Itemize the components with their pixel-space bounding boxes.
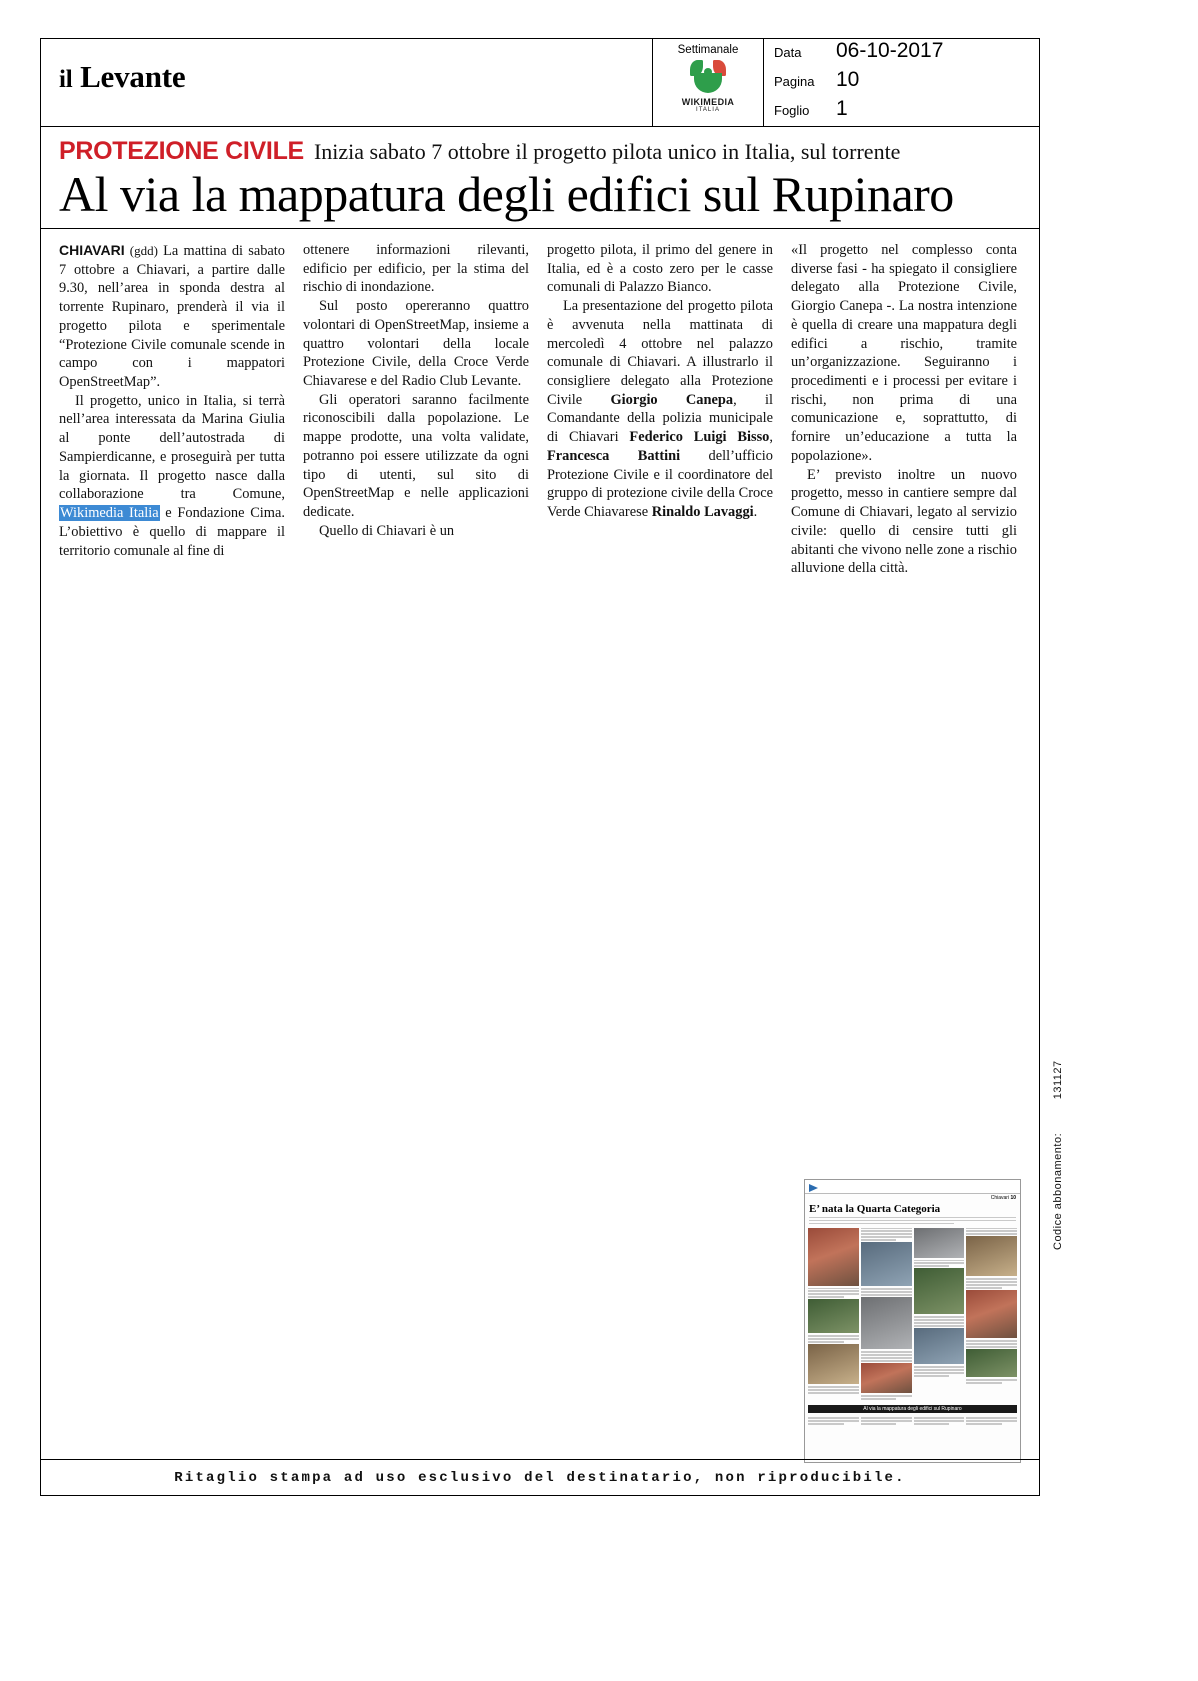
person-name: Rinaldo Lavaggi: [651, 504, 754, 521]
wikimedia-logo-name: WIKIMEDIA: [681, 97, 735, 107]
paragraph-text-5: .: [753, 504, 758, 521]
wikimedia-logo-text: [653, 98, 763, 114]
publication-brand: [59, 59, 185, 95]
meta-value-pagina: 10: [836, 68, 860, 91]
paragraph: ottenere informazioni rilevanti, edificio per edificio, per la stima del rischio di inondazione.: [303, 242, 529, 296]
paragraph: Quello di Chiavari è un: [319, 522, 455, 539]
thumbnail-column: [914, 1228, 965, 1402]
meta-row-pagina: [764, 68, 1039, 97]
paragraph: Sul posto opereranno quattro volontari di OpenStreetMap, insieme a quattro volontari della locale Protezione Civile, della Croce Verde Chiavarese e del Radio Club Levante.: [303, 298, 529, 390]
meta-label-foglio: Foglio: [774, 103, 810, 118]
thumbnail-page-label: Chiavari: [990, 1195, 1010, 1201]
paragraph-text: La presentazione del progetto pilota è avvenuta nella mattinata di mercoledì 4 ottobre nel palazzo comunale di Chiavari. A illustrarlo il consigliere delegato alla Protezione Civile: [547, 298, 773, 408]
article-kicker: PROTEZIONE CIVILE: [59, 137, 304, 165]
thumbnail-column: [808, 1228, 859, 1402]
thumbnail-grid-bottom: [805, 1415, 1020, 1428]
highlighted-term: Wikimedia Italia: [60, 505, 159, 522]
article-column-1: [59, 241, 285, 578]
person-name: Federico Luigi Bisso: [629, 429, 770, 446]
clipping-page: [40, 38, 1040, 1496]
metadata-box: [763, 39, 1039, 126]
kicker-line: [59, 137, 1021, 166]
paragraph-text-4: dell’ufficio Protezione Civile e il coordinatore del gruppo di protezione civile della Croce Verde Chiavarese: [547, 447, 773, 521]
article-column-2: [303, 241, 529, 578]
periodicity-label: Settimanale: [677, 44, 739, 56]
paragraph: E’ previsto inoltre un nuovo progetto, messo in cantiere sempre dal Comune di Chiavari, legato al servizio civile: quello di censire tutti gli abitanti che vivono nelle zone a rischio alluvione della città.: [791, 466, 1017, 577]
person-name: Francesca Battini: [547, 447, 681, 464]
thumbnail-column: [861, 1228, 912, 1402]
article-body: [41, 229, 1039, 578]
article-headline: Al via la mappatura degli edifici sul Rupinaro: [59, 166, 954, 222]
paragraph: [59, 241, 285, 392]
meta-row-data: [764, 39, 1039, 68]
article-header: [41, 127, 1039, 220]
subscription-code-value: 131127: [1052, 1060, 1064, 1100]
paragraph-text: La mattina di sabato 7 ottobre a Chiavari, a partire dalle 9.30, nell’area in sponda destra al torrente Rupinaro, prenderà il via il progetto pilota e sperimentale “Protezione Civile comunale scende in campo con i mappatori OpenStreetMap”.: [59, 243, 285, 391]
masthead: [41, 39, 1039, 127]
dateline: CHIAVARI: [59, 242, 125, 258]
thumbnail-headline: E’ nata la Quarta Categoria: [809, 1203, 941, 1215]
wikimedia-italia-logo-icon: [685, 58, 731, 98]
article-subhead: Inizia sabato 7 ottobre il progetto pilota unico in Italia, sul torrente: [313, 139, 901, 164]
wikimedia-logo-sub: ITALIA: [696, 107, 720, 114]
thumbnail-grid: [805, 1226, 1020, 1404]
brand-name: Levante: [80, 59, 186, 94]
paragraph-text: Il progetto, unico in Italia, si terrà nell’area interessata da Marina Giulia al ponte dell’autostrada di Sampierdicanne, e proseguirà per tutta la giornata. Il progetto nasce dalla collaborazione tra Comune,: [59, 392, 285, 503]
thumbnail-page-number: 10: [1010, 1195, 1016, 1201]
meta-label-pagina: Pagina: [774, 74, 815, 89]
paragraph: progetto pilota, il primo del genere in Italia, ed è a costo zero per le casse comunali di Palazzo Bianco.: [547, 242, 773, 296]
thumbnail-subtext: [805, 1217, 1020, 1224]
paragraph-text-after: e Fondazione Cima. L’obiettivo è quello di mappare il territorio comunale al fine di: [59, 505, 285, 559]
arrow-icon: [809, 1184, 818, 1192]
paragraph: [547, 297, 773, 522]
paragraph-text-3: ,: [769, 429, 773, 446]
paragraph-text-2: , il Comandante della polizia municipale di Chiavari: [547, 391, 773, 446]
subscription-code: [1052, 1060, 1064, 1250]
article-column-3: [547, 241, 773, 578]
thumbnail-header: [805, 1180, 1020, 1194]
meta-value-foglio: 1: [836, 97, 848, 120]
byline: (gdd): [129, 243, 158, 258]
thumbnail-bottom-banner: Al via la mappatura degli edifici sul Rupinaro: [808, 1405, 1017, 1413]
person-name: Giorgio Canepa: [610, 391, 734, 408]
meta-row-foglio: [764, 97, 1039, 126]
page-thumbnail: [804, 1179, 1021, 1463]
paragraph: [59, 392, 285, 560]
brand-prefix: il: [59, 66, 73, 93]
meta-label-data: Data: [774, 45, 802, 60]
wikimedia-logo-box: [652, 39, 763, 126]
subscription-code-label: Codice abbonamento:: [1052, 1132, 1064, 1250]
footer-notice: Ritaglio stampa ad uso esclusivo del destinatario, non riproducibile.: [41, 1459, 1039, 1495]
paragraph: «Il progetto nel complesso conta diverse fasi - ha spiegato il consigliere delegato alla Protezione Civile, Giorgio Canepa -. La nostra intenzione è quella di creare una mappatura degli edifici a rischio, tramite un’organizzazione. Seguiranno i procedimenti e i processi per evitare i rischi, non prima di una comunicazione e, soprattutto, di fornire un’educazione a tutta la popolazione».: [791, 242, 1017, 464]
article-column-4: [791, 241, 1017, 578]
meta-value-data: 06-10-2017: [836, 39, 944, 62]
paragraph: Gli operatori saranno facilmente riconoscibili dalla popolazione. Le mappe prodotte, una volta validate, potranno poi essere utilizzate da ogni tipo di utenti, sul sito di OpenStreetMap e nelle applicazioni dedicate.: [303, 391, 529, 521]
thumbnail-column: [966, 1228, 1017, 1402]
